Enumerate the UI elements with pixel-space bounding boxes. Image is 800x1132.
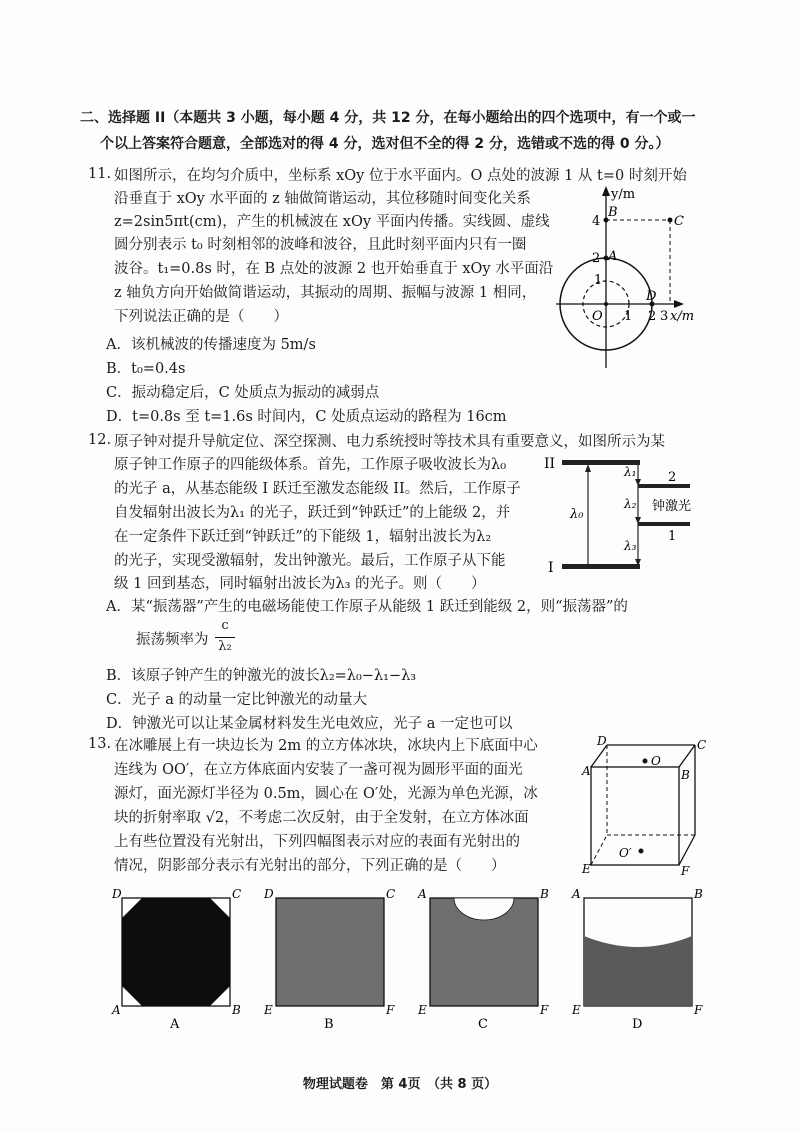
- y-axis-label: y/m: [611, 187, 636, 202]
- panel-a-corner-br: B: [232, 1003, 241, 1017]
- cube-edge: [679, 835, 695, 865]
- level-1-label: 1: [668, 529, 677, 544]
- q12-option-b: B．该原子钟产生的钟激光的波长λ₂=λ₀−λ₁−λ₃: [106, 668, 417, 684]
- q12-option-c: C．光子 a 的动量一定比钟激光的动量大: [106, 692, 367, 708]
- q13-line: 连线为 OO′，在立方体底面内安装了一盏可视为圆形平面的面光: [114, 762, 523, 778]
- panel-c-caption: C: [478, 1017, 488, 1032]
- panel-b-shaded-region: [276, 898, 384, 1006]
- panel-a-corner-tl: D: [112, 887, 122, 901]
- q12-line: 的光子，实现受激辐射，发出钟激光。最后，工作原子从下能: [114, 553, 506, 569]
- cube-front-face: [591, 767, 679, 865]
- q11-option-d: D．t=0.8s 至 t=1.6s 时间内，C 处质点运动的路程为 16cm: [106, 409, 507, 425]
- lambda0-label: λ₀: [570, 507, 584, 522]
- q11-line: z 轴负方向开始做简谐运动，其振动的周期、振幅与波源 1 相同，: [114, 285, 537, 301]
- clock-laser-label: 钟激光: [652, 499, 692, 514]
- level-1-bar: [638, 522, 690, 526]
- panel-a-shaded-region: [122, 898, 230, 1006]
- q12-energy-level-figure: [540, 450, 710, 580]
- point-d-label: D: [646, 289, 657, 304]
- point-a-label: A: [608, 249, 618, 264]
- point-c-label: C: [674, 214, 684, 229]
- origin-dot: [604, 302, 608, 306]
- panel-d-corner-br: F: [694, 1003, 703, 1017]
- q12-option-a: A．某“振荡器”产生的电磁场能使工作原子从能级 1 跃迁到能级 2，则“振荡器”的: [106, 599, 628, 615]
- point-o-dot: [643, 759, 648, 764]
- q13-line: 上有些位置没有光射出，下列四幅图表示对应的表面有光射出的: [114, 834, 520, 850]
- panel-d-shaded-region: [584, 936, 692, 1006]
- panel-a-caption: A: [170, 1017, 180, 1032]
- cube-edge: [679, 745, 695, 767]
- level-2-bar: [638, 484, 690, 488]
- point-b-label: B: [608, 205, 618, 220]
- panel-b-corner-br: F: [386, 1003, 395, 1017]
- panel-c-corner-bl: E: [418, 1003, 427, 1017]
- level-ii-label: II: [544, 456, 556, 472]
- panel-b-caption: B: [324, 1017, 334, 1032]
- panel-b: [263, 887, 395, 1032]
- q11-option-c: C．振动稳定后，C 处质点为振动的减弱点: [106, 385, 380, 401]
- panel-d-corner-tl: A: [572, 887, 581, 901]
- y-tick-4: 4: [592, 214, 601, 229]
- q12-option-a-cont: 振荡频率为: [136, 632, 209, 648]
- q13-line: 块的折射率取 √2，不考虑二次反射，由于全发射，在立方体冰面: [114, 810, 529, 826]
- panel-c-corner-tl: A: [418, 887, 427, 901]
- q11-option-a: A．该机械波的传播速度为 5m/s: [106, 337, 316, 353]
- panel-d-corner-tr: B: [694, 887, 703, 901]
- point-c-dot: [668, 218, 673, 223]
- q11-line: 圆分别表示 t₀ 时刻相邻的波峰和波谷，且此时刻平面内只有一圈: [114, 237, 527, 253]
- cube-label-o-prime: O′: [619, 846, 632, 860]
- level-i-label: I: [548, 560, 554, 576]
- panel-a: [111, 887, 241, 1032]
- cube-label-e: E: [582, 862, 591, 876]
- q13-line: 源灯，面光源灯半径为 0.5m，圆心在 O′处，光源为单色光源，冰: [114, 786, 538, 802]
- panel-c: [417, 887, 549, 1032]
- cube-label-a: A: [582, 764, 591, 778]
- section-header-line2: 个以上答案符合题意，全部选对的得 4 分，选对但不全的得 2 分，选错或不选的得 0 分。）: [100, 136, 670, 152]
- fraction-denominator: λ₂: [218, 639, 232, 654]
- cube-label-f: F: [681, 864, 690, 878]
- q13-line: 在冰雕展上有一块边长为 2m 的立方体冰块，冰块内上下底面中心: [114, 738, 538, 754]
- q12-line: 自发辐射出波长为λ₁ 的光子，跃迁到“钟跃迁”的上能级 2，并: [114, 505, 511, 521]
- lambda0-arrowhead: [585, 464, 591, 472]
- cube-hidden-edge: [591, 835, 607, 865]
- q12-number: 12.: [88, 432, 112, 448]
- q11-wave-figure: [548, 180, 708, 380]
- cube-label-c: C: [697, 738, 707, 752]
- q11-number: 11.: [88, 166, 112, 182]
- cube-label-d: D: [597, 734, 607, 748]
- q11-line: 如图所示，在均匀介质中，坐标系 xOy 位于水平面内。O 点处的波源 1 从 t=0 时刻开始: [114, 168, 687, 184]
- q12-line: 的光子 a，从基态能级 I 跃迁至激发态能级 II。然后，工作原子: [114, 481, 521, 497]
- lambda1-label: λ₁: [624, 465, 637, 479]
- x-tick-3: 3: [660, 309, 669, 324]
- panel-b-corner-bl: E: [264, 1003, 273, 1017]
- cube-edge: [591, 745, 607, 767]
- origin-label: O: [592, 309, 603, 324]
- q11-option-b: B．t₀=0.4s: [106, 361, 186, 377]
- panel-b-corner-tl: D: [264, 887, 274, 901]
- q13-answer-panels: [108, 884, 708, 1034]
- fraction-bar: [215, 637, 235, 638]
- x-axis-arrow: [674, 300, 684, 308]
- fraction-numerator: c: [221, 618, 229, 633]
- cube-label-b: B: [681, 768, 690, 782]
- level-i-bar: [562, 564, 640, 569]
- panel-d: [571, 887, 703, 1032]
- x-tick-2: 2: [648, 309, 657, 324]
- q13-cube-figure: [582, 734, 710, 878]
- page-footer: 物理试题卷 第 4页 （共 8 页）: [302, 1077, 498, 1092]
- panel-a-corner-bl: A: [112, 1003, 121, 1017]
- q11-line: 沿垂直于 xOy 水平面的 z 轴做简谐运动，其位移随时间变化关系: [114, 191, 531, 207]
- y-tick-2: 2: [592, 251, 601, 266]
- q12-option-d: D．钟激光可以让某金属材料发生光电效应，光子 a 一定也可以: [106, 716, 513, 732]
- q12-line: 原子钟工作原子的四能级体系。首先，工作原子吸收波长为λ₀: [114, 457, 507, 473]
- y-tick-1: 1: [594, 273, 603, 288]
- q12-line: 原子钟对提升导航定位、深空探测、电力系统授时等技术具有重要意义，如图所示为某: [114, 434, 665, 450]
- panel-b-corner-tr: C: [386, 887, 396, 901]
- point-o-prime-dot: [639, 849, 644, 854]
- q12-line: 在一定条件下跃迁到“钟跃迁”的下能级 1，辐射出波长为λ₂: [114, 529, 492, 545]
- q11-line: z=2sin5πt(cm)，产生的机械波在 xOy 平面内传播。实线圆、虚线: [114, 214, 550, 230]
- q11-line: 下列说法正确的是（ ）: [114, 309, 288, 325]
- y-axis-arrow: [602, 186, 610, 196]
- cube-label-o: O: [651, 754, 661, 768]
- level-2-label: 2: [668, 470, 677, 485]
- x-axis-label: x/m: [670, 309, 695, 324]
- q12-line: 级 1 回到基态，同时辐射出波长为λ₃ 的光子。则（ ）: [114, 576, 486, 592]
- q13-line: 情况，阴影部分表示有光射出的部分，下列正确的是（ ）: [114, 858, 506, 874]
- lambda2-label: λ₂: [624, 497, 637, 511]
- lambda3-label: λ₃: [624, 539, 637, 553]
- panel-d-caption: D: [632, 1017, 643, 1032]
- panel-d-corner-bl: E: [572, 1003, 581, 1017]
- q13-number: 13.: [88, 736, 112, 752]
- panel-a-corner-tr: C: [232, 887, 242, 901]
- panel-c-corner-br: F: [540, 1003, 549, 1017]
- x-tick-1: 1: [624, 309, 633, 324]
- panel-c-corner-tr: B: [540, 887, 549, 901]
- q11-line: 波谷。t₁=0.8s 时，在 B 点处的波源 2 也开始垂直于 xOy 水平面沿: [114, 261, 554, 277]
- section-header-line1: 二、选择题 II（本题共 3 小题，每小题 4 分，共 12 分，在每小题给出的四个选项中，有一个或一: [80, 110, 696, 126]
